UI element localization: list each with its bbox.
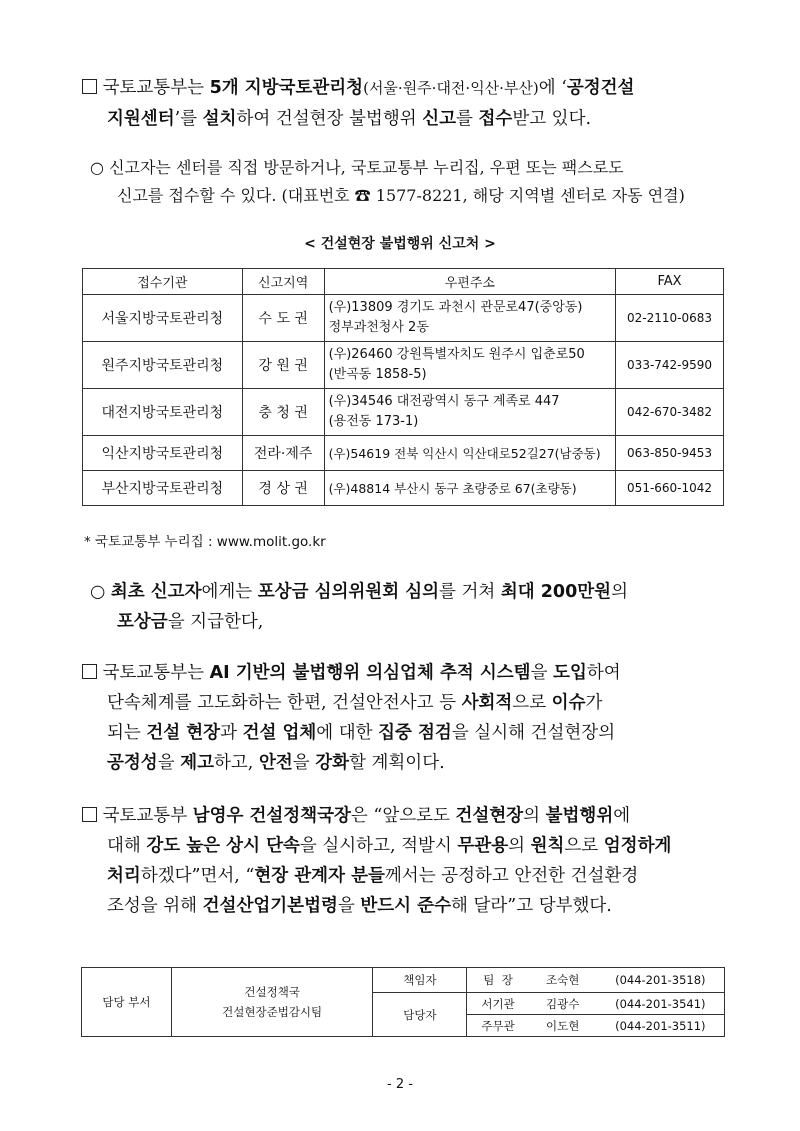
circle-bullet-icon: ○ <box>90 582 106 602</box>
bold-text: 접수 <box>478 109 513 129</box>
fax-cell: 02-2110-0683 <box>616 295 724 342</box>
text: 에 <box>613 806 631 826</box>
bold-text: 공정성 <box>107 753 158 773</box>
bold-text: 공정건설 <box>566 78 635 98</box>
dept-line: 건설정책국 <box>244 985 300 999</box>
address-line: (우)34546 대전광역시 동구 계족로 447 <box>328 394 560 409</box>
person-phone: (044-201-3518) <box>597 968 725 993</box>
person-name: 이도현 <box>529 1015 597 1037</box>
column-header: 신고지역 <box>242 269 324 295</box>
text: 단속체계를 고도화하는 한편, 건설안전사고 등 <box>107 693 462 713</box>
text: 으로 <box>512 693 552 713</box>
para2-line1 <box>82 659 621 684</box>
bold-text: 이슈 <box>551 693 586 713</box>
fax-cell: 051-660-1042 <box>616 471 724 506</box>
text: 하여 <box>586 663 621 683</box>
bold-text: 처리 <box>107 866 141 886</box>
para3-line1 <box>82 802 630 827</box>
text: 의 <box>523 806 546 826</box>
text: 국토교통부는 <box>102 78 210 98</box>
text: 과 <box>220 723 243 743</box>
address-line: (우)26460 강원특별자치도 원주시 입춘로50 <box>328 347 585 362</box>
text: 을 <box>292 753 316 773</box>
sub1-line1 <box>90 155 624 178</box>
person-phone: (044-201-3541) <box>597 993 725 1015</box>
dept-name <box>171 968 373 1037</box>
bold-text: 포상금 <box>117 612 168 632</box>
bold-text: 건설산업기본법령 <box>202 896 338 916</box>
table-row <box>83 471 724 506</box>
para1-line2 <box>107 105 591 130</box>
bold-text: 사회적 <box>461 693 513 713</box>
address-cell: (우)54619 전북 익산시 익산대로52길27(남중동) <box>324 436 616 471</box>
region-cell: 강 원 권 <box>242 342 324 389</box>
bold-text: 집중 점검 <box>378 723 452 743</box>
agency-cell: 대전지방국토관리청 <box>83 389 243 436</box>
bold-text: 신고 <box>422 109 457 129</box>
text: ’를 <box>174 109 203 129</box>
person-name: 김광수 <box>529 993 597 1015</box>
bold-text: 도입 <box>553 663 587 683</box>
dept-label: 담당 부서 <box>82 968 172 1037</box>
text: 의 <box>611 582 628 602</box>
text: 으로 <box>564 836 604 856</box>
text: 조성을 위해 <box>107 896 203 916</box>
agency-cell: 서울지방국토관리청 <box>83 295 243 342</box>
table-header-row <box>83 269 724 295</box>
column-header: 우편주소 <box>324 269 616 295</box>
address-cell <box>324 295 616 342</box>
para1-line1 <box>82 74 634 99</box>
fax-cell: 063-850-9453 <box>616 436 724 471</box>
text: 하겠다”면서, “ <box>140 866 255 886</box>
text: 을 <box>157 753 181 773</box>
report-table <box>82 268 724 506</box>
text: 해 달라”고 당부했다. <box>451 896 612 916</box>
checkbox-bullet-icon <box>82 807 97 822</box>
text: (서울·원주·대전·익산·부산) <box>363 79 539 97</box>
bold-text: 강화 <box>315 753 350 773</box>
person-name: 조숙현 <box>529 968 597 993</box>
bold-text: 건설현장 <box>455 806 524 826</box>
text: 을 <box>337 896 361 916</box>
sub1-line2 <box>117 183 685 206</box>
bold-text: 안전 <box>258 753 293 773</box>
text: 국토교통부는 <box>102 663 210 683</box>
text: 가 <box>585 693 603 713</box>
sub2-line2 <box>117 608 263 633</box>
person-title: 팀 장 <box>467 968 529 993</box>
address-line: (반곡동 1858-5) <box>328 367 427 382</box>
address-cell: (우)48814 부산시 동구 초량중로 67(초량동) <box>324 471 616 506</box>
agency-cell: 익산지방국토관리청 <box>83 436 243 471</box>
bold-text: 원칙 <box>530 836 565 856</box>
bold-text: 무관용 <box>457 836 509 856</box>
bold-text: 5개 지방국토관리청 <box>209 78 364 98</box>
text: 을 실시하고, 적발시 <box>299 836 458 856</box>
text: 받고 있다. <box>512 109 592 129</box>
table-row <box>83 342 724 389</box>
responsible-label: 책임자 <box>373 968 467 993</box>
sub2-line1 <box>90 578 628 603</box>
address-line: (우)13809 경기도 과천시 관문로47(중앙동) <box>328 300 583 315</box>
para2-line3 <box>107 719 615 744</box>
checkbox-bullet-icon <box>82 79 97 94</box>
text: 하고, <box>214 753 259 773</box>
contact-table <box>81 967 725 1037</box>
region-cell: 충 청 권 <box>242 389 324 436</box>
staff-label: 담당자 <box>373 993 467 1037</box>
address-cell <box>324 389 616 436</box>
text: 을 실시해 건설현장의 <box>451 723 616 743</box>
text: 을 지급한다, <box>167 612 264 632</box>
agency-cell: 부산지방국토관리청 <box>83 471 243 506</box>
region-cell: 경 상 권 <box>242 471 324 506</box>
text: 에 ‘ <box>538 78 567 98</box>
person-title: 주무관 <box>467 1015 529 1037</box>
bold-text: 불법행위 <box>545 806 614 826</box>
agency-cell: 원주지방국토관리청 <box>83 342 243 389</box>
text: 를 거쳐 <box>439 582 501 602</box>
text: 신고를 접수할 수 있다. (대표번호 ☎ 1577-8221, 해당 지역별 센터로 자동 연결) <box>117 186 685 205</box>
address-line: (용전동 173-1) <box>328 414 419 429</box>
bold-text: 엄정하게 <box>603 836 672 856</box>
bold-text: 포상금 심의위원회 심의 <box>257 582 439 602</box>
text: 대해 <box>107 836 147 856</box>
checkbox-bullet-icon <box>82 664 97 679</box>
para2-line4 <box>107 749 445 774</box>
text: 은 “앞으로도 <box>350 806 456 826</box>
bold-text: 설치 <box>202 109 237 129</box>
person-title: 서기관 <box>467 993 529 1015</box>
text: 되는 <box>107 723 147 743</box>
bold-text: 최대 200만원 <box>500 582 612 602</box>
region-cell: 전라·제주 <box>242 436 324 471</box>
bold-text: 지원센터 <box>107 109 175 129</box>
text: 를 <box>456 109 479 129</box>
text: 할 계획이다. <box>349 753 445 773</box>
contact-row <box>82 968 725 993</box>
text: 에 대한 <box>316 723 379 743</box>
table-title: < 건설현장 불법행위 신고처 > <box>304 236 496 252</box>
text: 께서는 공정하고 안전한 건설환경 <box>384 866 639 886</box>
text: 신고자는 센터를 직접 방문하거나, 국토교통부 누리집, 우편 또는 팩스로도 <box>109 158 624 177</box>
bold-text: 강도 높은 상시 단속 <box>146 836 300 856</box>
bold-text: 남영우 건설정책국장 <box>192 806 351 826</box>
circle-bullet-icon: ○ <box>90 158 104 177</box>
address-line: 정부과천청사 2동 <box>328 320 429 335</box>
dept-line: 건설현장준법감시팀 <box>222 1005 323 1019</box>
person-phone: (044-201-3511) <box>597 1015 725 1037</box>
text: 국토교통부 <box>102 806 193 826</box>
table-row <box>83 295 724 342</box>
text: 에게는 <box>201 582 258 602</box>
para3-line2 <box>107 832 671 857</box>
text: 을 <box>530 663 554 683</box>
bold-text: 반드시 준수 <box>360 896 451 916</box>
bold-text: 제고 <box>180 753 214 773</box>
column-header: 접수기관 <box>83 269 243 295</box>
table-row <box>83 389 724 436</box>
para3-line4 <box>107 892 612 917</box>
bold-text: 건설 현장 <box>146 723 221 743</box>
text: 하여 건설현장 불법행위 <box>236 109 423 129</box>
region-cell: 수 도 권 <box>242 295 324 342</box>
column-header: FAX <box>616 269 724 295</box>
bold-text: AI 기반의 불법행위 의심업체 추적 시스템 <box>209 663 531 683</box>
bold-text: 최초 신고자 <box>110 582 202 602</box>
footnote: * 국토교통부 누리집 : www.molit.go.kr <box>84 534 326 550</box>
table-row <box>83 436 724 471</box>
para3-line3 <box>107 862 638 887</box>
address-cell <box>324 342 616 389</box>
para2-line2 <box>107 689 602 714</box>
fax-cell: 033-742-9590 <box>616 342 724 389</box>
bold-text: 건설 업체 <box>242 723 317 743</box>
page-number: - 2 - <box>387 1077 413 1092</box>
bold-text: 현장 관계자 분들 <box>254 866 385 886</box>
text: 의 <box>508 836 531 856</box>
fax-cell: 042-670-3482 <box>616 389 724 436</box>
